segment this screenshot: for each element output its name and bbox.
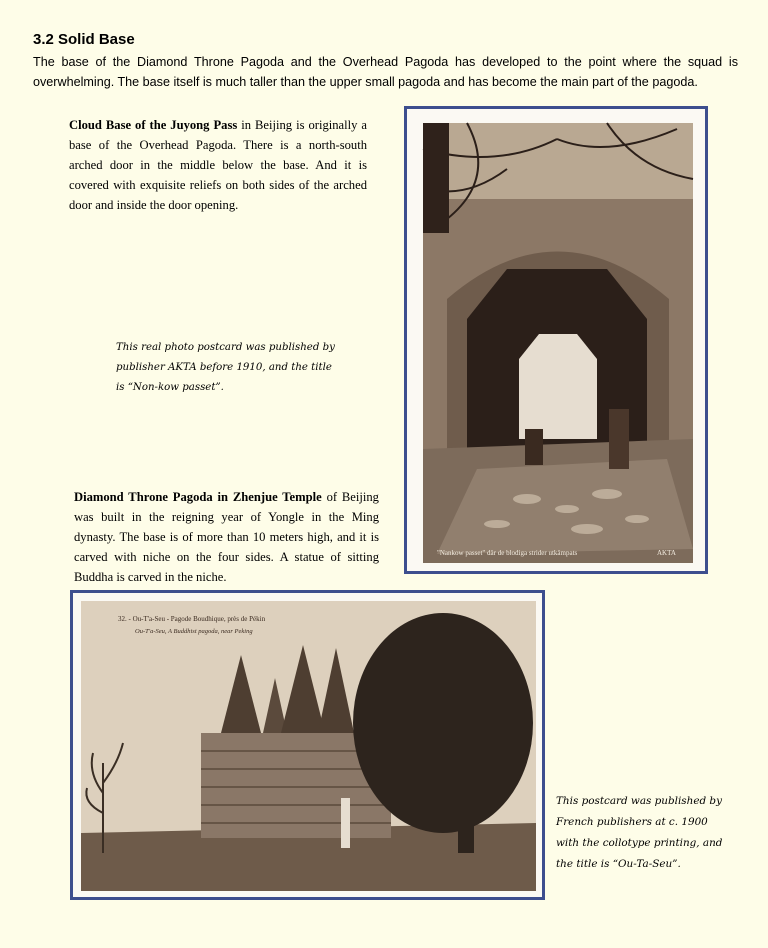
cloud-base-title: Cloud Base of the Juyong Pass [69,118,238,132]
cloud-base-caption: This real photo postcard was published by publisher AKTA before 1910, and the title is “Non-kow passet”. [116,342,335,393]
ou-ta-seu-photo-title-1: 32. - Ou-T'a-Seu - Pagode Boudhique, près de Pékin [118,615,266,623]
juyong-pass-postcard-frame [404,106,708,574]
cloud-base-text: in Beijing is originally a base of the Overhead Pagoda. There is a north-south arched door in the middle below the base. And it is covered with exquisite reliefs on both sides of the arched door and inside the door opening. [69,118,367,212]
diamond-throne-paragraph [74,487,379,587]
akta-mark: AKTA [657,549,676,557]
cloud-base-paragraph [69,115,367,215]
section-heading: 3.2 Solid Base [33,31,135,48]
section-intro: The base of the Diamond Throne Pagoda and the Overhead Pagoda has developed to the point where the squad is overwhelming. The base itself is much taller than the upper small pagoda and has become the main part of the pagoda. [33,55,738,89]
ou-ta-seu-postcard-photo [73,593,542,897]
juyong-pass-postcard-photo [407,109,705,571]
ou-ta-seu-caption: This postcard was published by French publishers at c. 1900 with the collotype printing, and the title is “Ou-Ta-Seu”. [556,795,723,870]
juyong-photo-caption-text: "Nankow passet" där de blodiga strider utkämpats [437,549,578,557]
diamond-throne-text: of Beijing was built in the reigning year of Yongle in the Ming dynasty. The base is of more than 10 meters high, and it is carved with niche on the four sides. A statue of sitting Buddha is carved in the niche. [74,490,379,584]
ou-ta-seu-photo-title-2: Ou-T'a-Seu, A Buddhist pagoda, near Peking [135,628,253,635]
diamond-throne-title: Diamond Throne Pagoda in Zhenjue Temple [74,490,322,504]
ou-ta-seu-postcard-frame [70,590,545,900]
